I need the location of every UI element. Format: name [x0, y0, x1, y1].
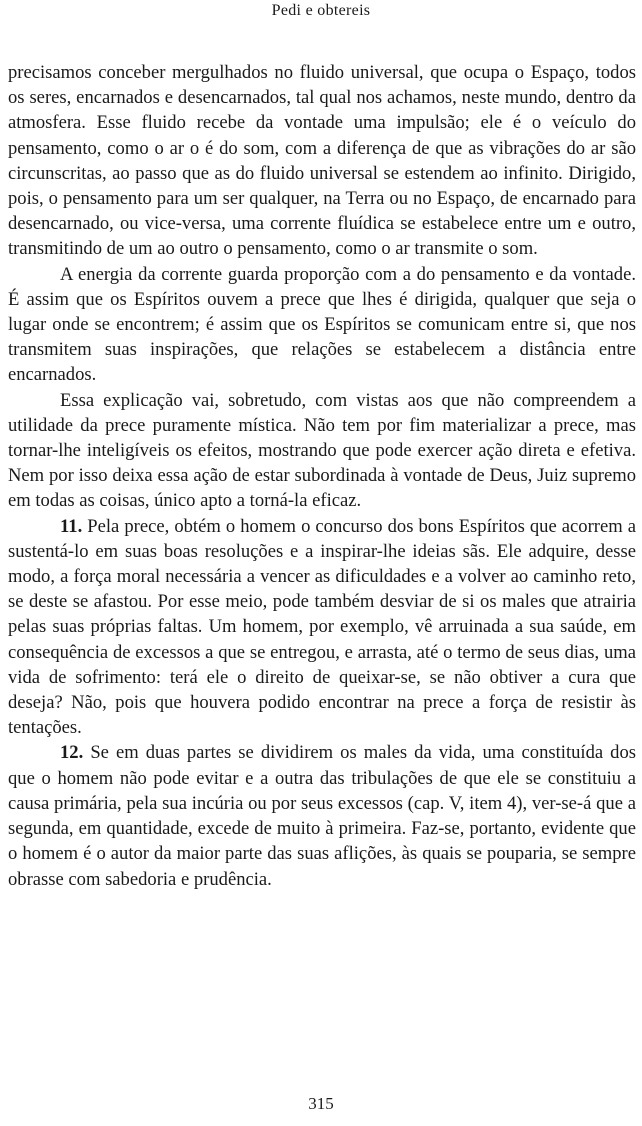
text-body	[8, 60, 636, 892]
numbered-paragraph	[8, 514, 636, 741]
item-number: 11.	[60, 515, 83, 537]
paragraph-continuation	[8, 60, 636, 262]
paragraph-text: A energia da corrente guarda proporção com a do pensamento e da vontade. É assim que os Espíritos ouvem a prece que lhes é dirigida, qualquer que seja o lugar onde se encontrem; é assim que os Espíritos se comunicam entre si, que nos transmitem suas inspirações, que relações se estabelecem a distância entre encarnados.	[8, 263, 636, 386]
page-number: 315	[308, 1094, 334, 1113]
paragraph	[8, 388, 636, 514]
paragraph	[8, 262, 636, 388]
item-number: 12.	[60, 742, 84, 764]
running-head: Pedi e obtereis	[271, 2, 371, 19]
paragraph-text: Se em duas partes se dividirem os males da vida, uma constituída dos que o homem não pode evitar e a outra das tribulações de que ele se constituiu a causa primária, pela sua incúria ou por seus excessos (cap. V, item 4), ver-se-á que a segunda, em quantidade, excede de muito à primeira. Faz-se, portanto, evidente que o homem é o autor da maior parte das suas aflições, às quais se pouparia, se sempre obrasse com sabedoria e prudência.	[8, 742, 637, 890]
paragraph-text: Pela prece, obtém o homem o concurso dos bons Espíritos que acorrem a sustentá-lo em suas boas resoluções e a inspirar-lhe ideias sãs. Ele adquire, desse modo, a força moral necessária a vencer as dificuldades e a volver ao caminho reto, se deste se afastou. Por esse meio, pode também desviar de si os males que atrairia pelas suas próprias faltas. Um homem, por exemplo, vê arruinada a sua saúde, em consequência de excessos a que se entregou, e arrasta, até o termo de seus dias, uma vida de sofrimento: terá ele o direito de queixar-se, se não obtiver a cura que deseja? Não, pois que houvera podido encontrar na prece a força de resistir às tentações.	[8, 515, 636, 739]
paragraph-text: precisamos conceber mergulhados no fluido universal, que ocupa o Espaço, todos os seres, encarnados e desencarnados, tal qual nos achamos, neste mundo, dentro da atmosfera. Esse fluido recebe da vontade uma impulsão; ele é o veículo do pensamento, como o ar o é do som, com a diferença de que as vibrações do ar são circunscritas, ao passo que as do fluido universal se estendem ao infinito. Dirigido, pois, o pensamento para um ser qualquer, na Terra ou no Espaço, de encarnado para desencarnado, ou vice-versa, uma corrente fluídica se estabelece entre um e outro, transmitindo de um ao outro o pensamento, como o ar transmite o som.	[8, 62, 636, 260]
numbered-paragraph	[8, 740, 636, 891]
paragraph-text: Essa explicação vai, sobretudo, com vistas aos que não compreendem a utilidade da prece puramente mística. Não tem por fim materializar a prece, mas tornar-lhe inteligíveis os efeitos, mostrando que pode exercer ação direta e efetiva. Nem por isso deixa essa ação de estar subordinada à vontade de Deus, Juiz supremo em todas as coisas, único apto a torná-la eficaz.	[8, 389, 636, 512]
